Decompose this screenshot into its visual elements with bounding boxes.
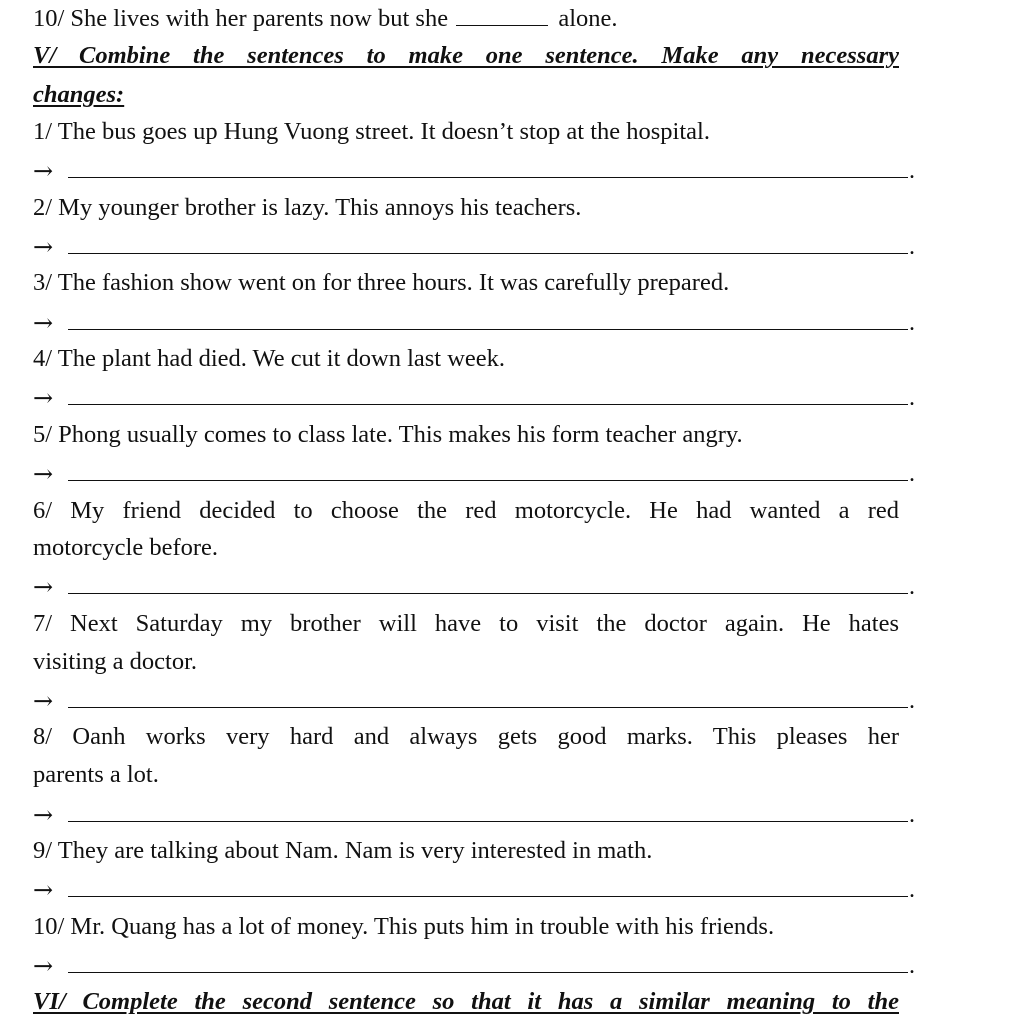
answer-line-3: [33, 305, 913, 341]
answer-line-1: [33, 153, 913, 189]
answer-underline: [68, 480, 908, 481]
arrow-icon: →: [33, 573, 54, 601]
item-2: 2/ My younger brother is lazy. This annoys his teachers.: [33, 194, 582, 221]
answer-line-5: [33, 456, 913, 492]
answer-period: .: [909, 953, 915, 979]
item-9: 9/ They are talking about Nam. Nam is very interested in math.: [33, 837, 653, 864]
answer-period: .: [909, 574, 915, 600]
answer-line-4: [33, 380, 913, 416]
item-4: 4/ The plant had died. We cut it down last week.: [33, 345, 506, 372]
item-8: 8/ Oanh works very hard and always gets good marks. This pleases her: [33, 723, 899, 750]
answer-line-2: [33, 229, 913, 265]
arrow-icon: →: [33, 233, 54, 261]
answer-period: .: [909, 310, 915, 336]
answer-underline: [68, 329, 908, 330]
question-text: 10/ She lives with her parents now but she: [33, 5, 449, 32]
arrow-icon: →: [33, 687, 54, 715]
answer-line-7: [33, 683, 913, 719]
section-v-heading: V/ Combine the sentences to make one sentence. Make any necessary: [33, 42, 899, 69]
answer-underline: [68, 177, 908, 178]
answer-underline: [68, 593, 908, 594]
answer-period: .: [909, 688, 915, 714]
answer-period: .: [909, 877, 915, 903]
answer-line-6: [33, 569, 913, 605]
item-3: 3/ The fashion show went on for three hours. It was carefully prepared.: [33, 269, 730, 296]
item-6-cont: motorcycle before.: [33, 534, 219, 561]
item-5: 5/ Phong usually comes to class late. This makes his form teacher angry.: [33, 421, 743, 448]
arrow-icon: →: [33, 384, 54, 412]
answer-underline: [68, 404, 908, 405]
answer-period: .: [909, 234, 915, 260]
question-text-end: alone.: [558, 5, 618, 32]
arrow-icon: →: [33, 876, 54, 904]
arrow-icon: →: [33, 460, 54, 488]
arrow-icon: →: [33, 801, 54, 829]
arrow-icon: →: [33, 309, 54, 337]
arrow-icon: →: [33, 952, 54, 980]
section-v-heading-cont: changes:: [33, 81, 125, 108]
item-7: 7/ Next Saturday my brother will have to visit the doctor again. He hates: [33, 610, 899, 637]
answer-underline: [68, 821, 908, 822]
item-1: 1/ The bus goes up Hung Vuong street. It doesn’t stop at the hospital.: [33, 118, 710, 145]
item-8-cont: parents a lot.: [33, 761, 159, 788]
answer-underline: [68, 707, 908, 708]
answer-period: .: [909, 158, 915, 184]
item-7-cont: visiting a doctor.: [33, 648, 197, 675]
answer-underline: [68, 896, 908, 897]
item-6: 6/ My friend decided to choose the red motorcycle. He had wanted a red: [33, 497, 899, 524]
answer-line-8: [33, 797, 913, 833]
arrow-icon: →: [33, 157, 54, 185]
answer-period: .: [909, 385, 915, 411]
blank-line: [456, 3, 548, 26]
section-vi-heading: VI/ Complete the second sentence so that it has a similar meaning to the: [33, 988, 899, 1015]
answer-underline: [68, 253, 908, 254]
answer-period: .: [909, 802, 915, 828]
answer-line-9: [33, 872, 913, 908]
answer-underline: [68, 972, 908, 973]
item-10: 10/ Mr. Quang has a lot of money. This puts him in trouble with his friends.: [33, 913, 775, 940]
question-10-fill-blank: [33, 1, 899, 37]
answer-period: .: [909, 461, 915, 487]
answer-line-10: [33, 948, 913, 984]
